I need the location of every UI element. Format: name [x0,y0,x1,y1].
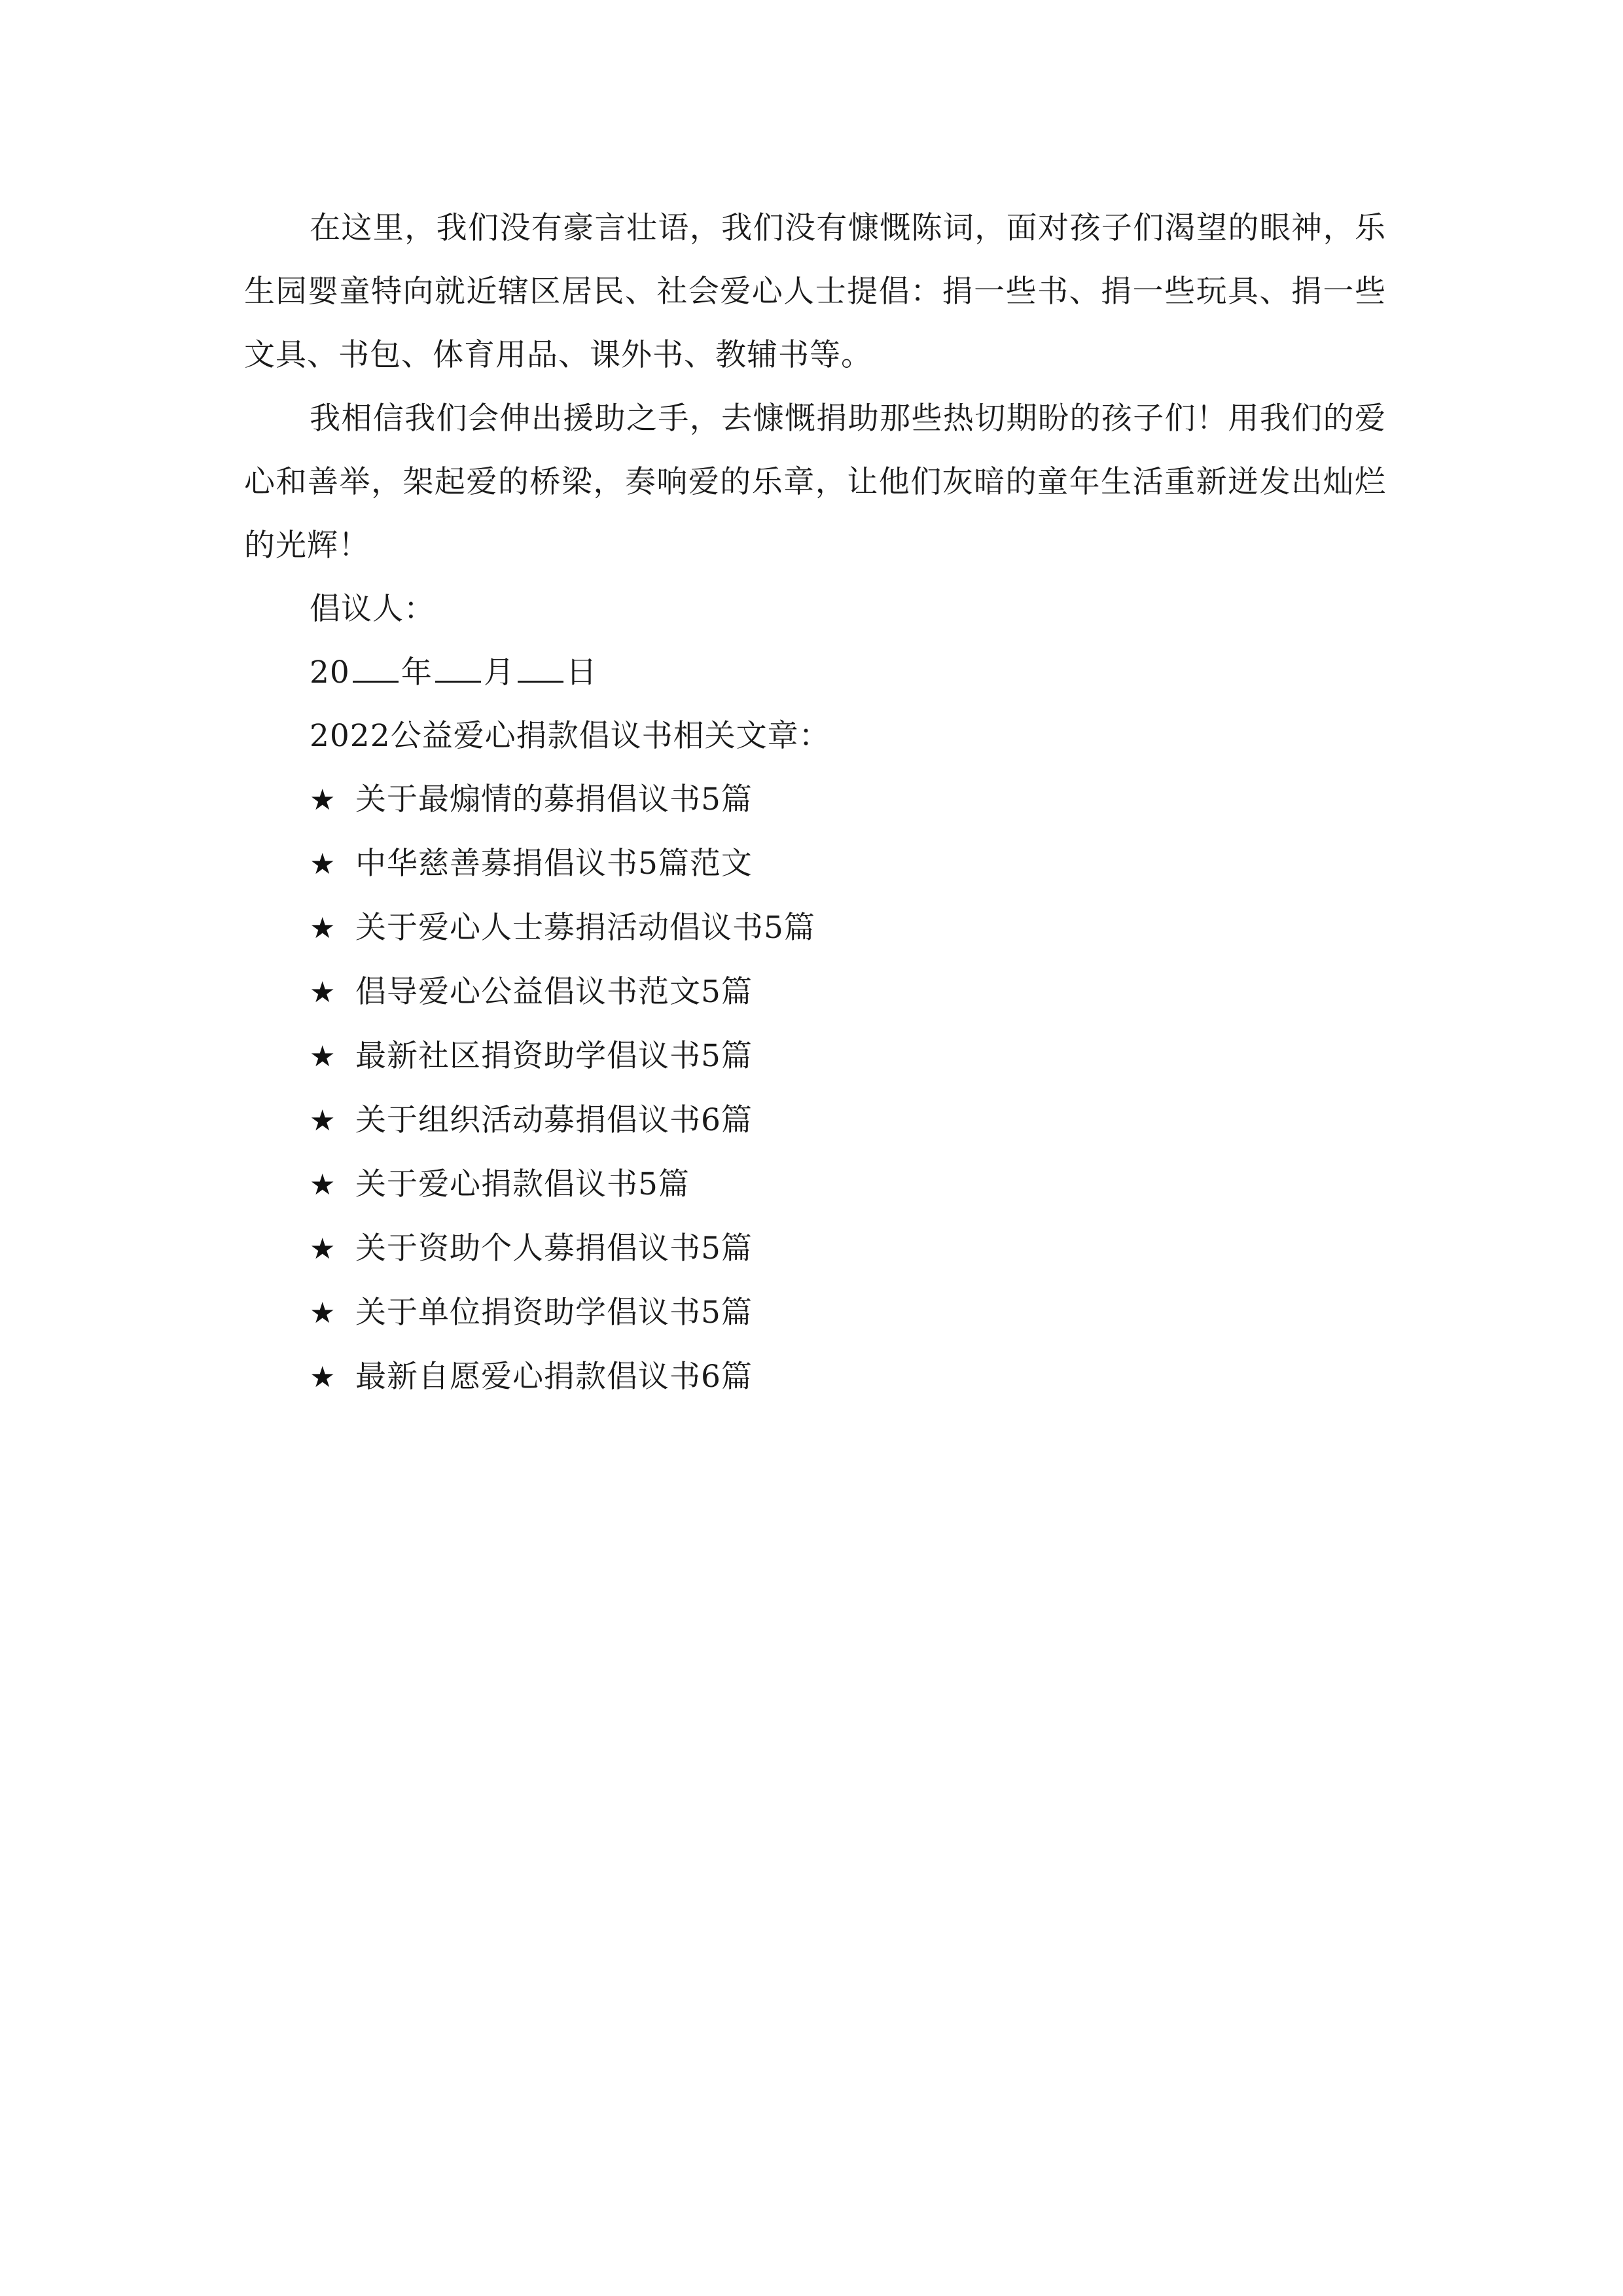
related-article-link[interactable] [244,1217,1386,1281]
related-article-link[interactable] [244,1345,1386,1409]
related-article-title: 最新社区捐资助学倡议书5篇 [355,1038,753,1074]
document-body [244,196,1386,1409]
star-icon: ★ [310,1104,336,1138]
star-icon: ★ [310,1168,336,1202]
related-article-link[interactable] [244,832,1386,896]
related-article-title: 中华慈善募捐倡议书5篇范文 [355,846,753,882]
related-article-link[interactable] [244,1153,1386,1217]
date-month: 月 [483,655,515,691]
related-article-link[interactable] [244,896,1386,960]
related-article-title: 关于最煽情的募捐倡议书5篇 [355,781,753,817]
star-icon: ★ [310,976,336,1009]
star-icon: ★ [310,848,336,881]
related-heading: 2022公益爱心捐款倡议书相关文章： [310,718,830,754]
related-article-link[interactable] [244,768,1386,832]
date-blank [435,674,481,683]
body-paragraph: 我相信我们会伸出援助之手，去慷慨捐助那些热切期盼的孩子们！用我们的爱心和善举，架起爱的桥梁，奏响爱的乐章，让他们灰暗的童年生活重新迸发出灿烂的光辉！ [244,401,1386,564]
signature-label: 倡议人： [310,591,435,627]
related-article-link[interactable] [244,1024,1386,1088]
date-prefix: 20 [310,655,350,691]
related-article-link[interactable] [244,1088,1386,1153]
date-blank [518,674,563,683]
star-icon: ★ [310,1040,336,1073]
related-article-title: 关于爱心捐款倡议书5篇 [355,1166,690,1202]
related-article-title: 最新自愿爱心捐款倡议书6篇 [355,1359,753,1395]
star-icon: ★ [310,1232,336,1266]
related-article-title: 关于单位捐资助学倡议书5篇 [355,1295,753,1331]
body-paragraph: 在这里，我们没有豪言壮语，我们没有慷慨陈词，面对孩子们渴望的眼神，乐生园婴童特向就近辖区居民、社会爱心人士提倡：捐一些书、捐一些玩具、捐一些文具、书包、体育用品、课外书、教辅书等。 [244,210,1386,373]
related-article-link[interactable] [244,960,1386,1024]
star-icon: ★ [310,912,336,945]
star-icon: ★ [310,1297,336,1330]
date-line [244,641,1386,704]
date-year: 年 [401,655,433,691]
date-blank [353,674,399,683]
date-day: 日 [565,655,597,691]
star-icon: ★ [310,783,336,817]
related-article-title: 关于资助个人募捐倡议书5篇 [355,1230,753,1266]
related-article-title: 关于爱心人士募捐活动倡议书5篇 [355,910,815,946]
related-article-title: 关于组织活动募捐倡议书6篇 [355,1102,753,1138]
related-articles-list [244,768,1386,1409]
related-article-link[interactable] [244,1281,1386,1345]
star-icon: ★ [310,1361,336,1394]
related-article-title: 倡导爱心公益倡议书范文5篇 [355,974,753,1010]
